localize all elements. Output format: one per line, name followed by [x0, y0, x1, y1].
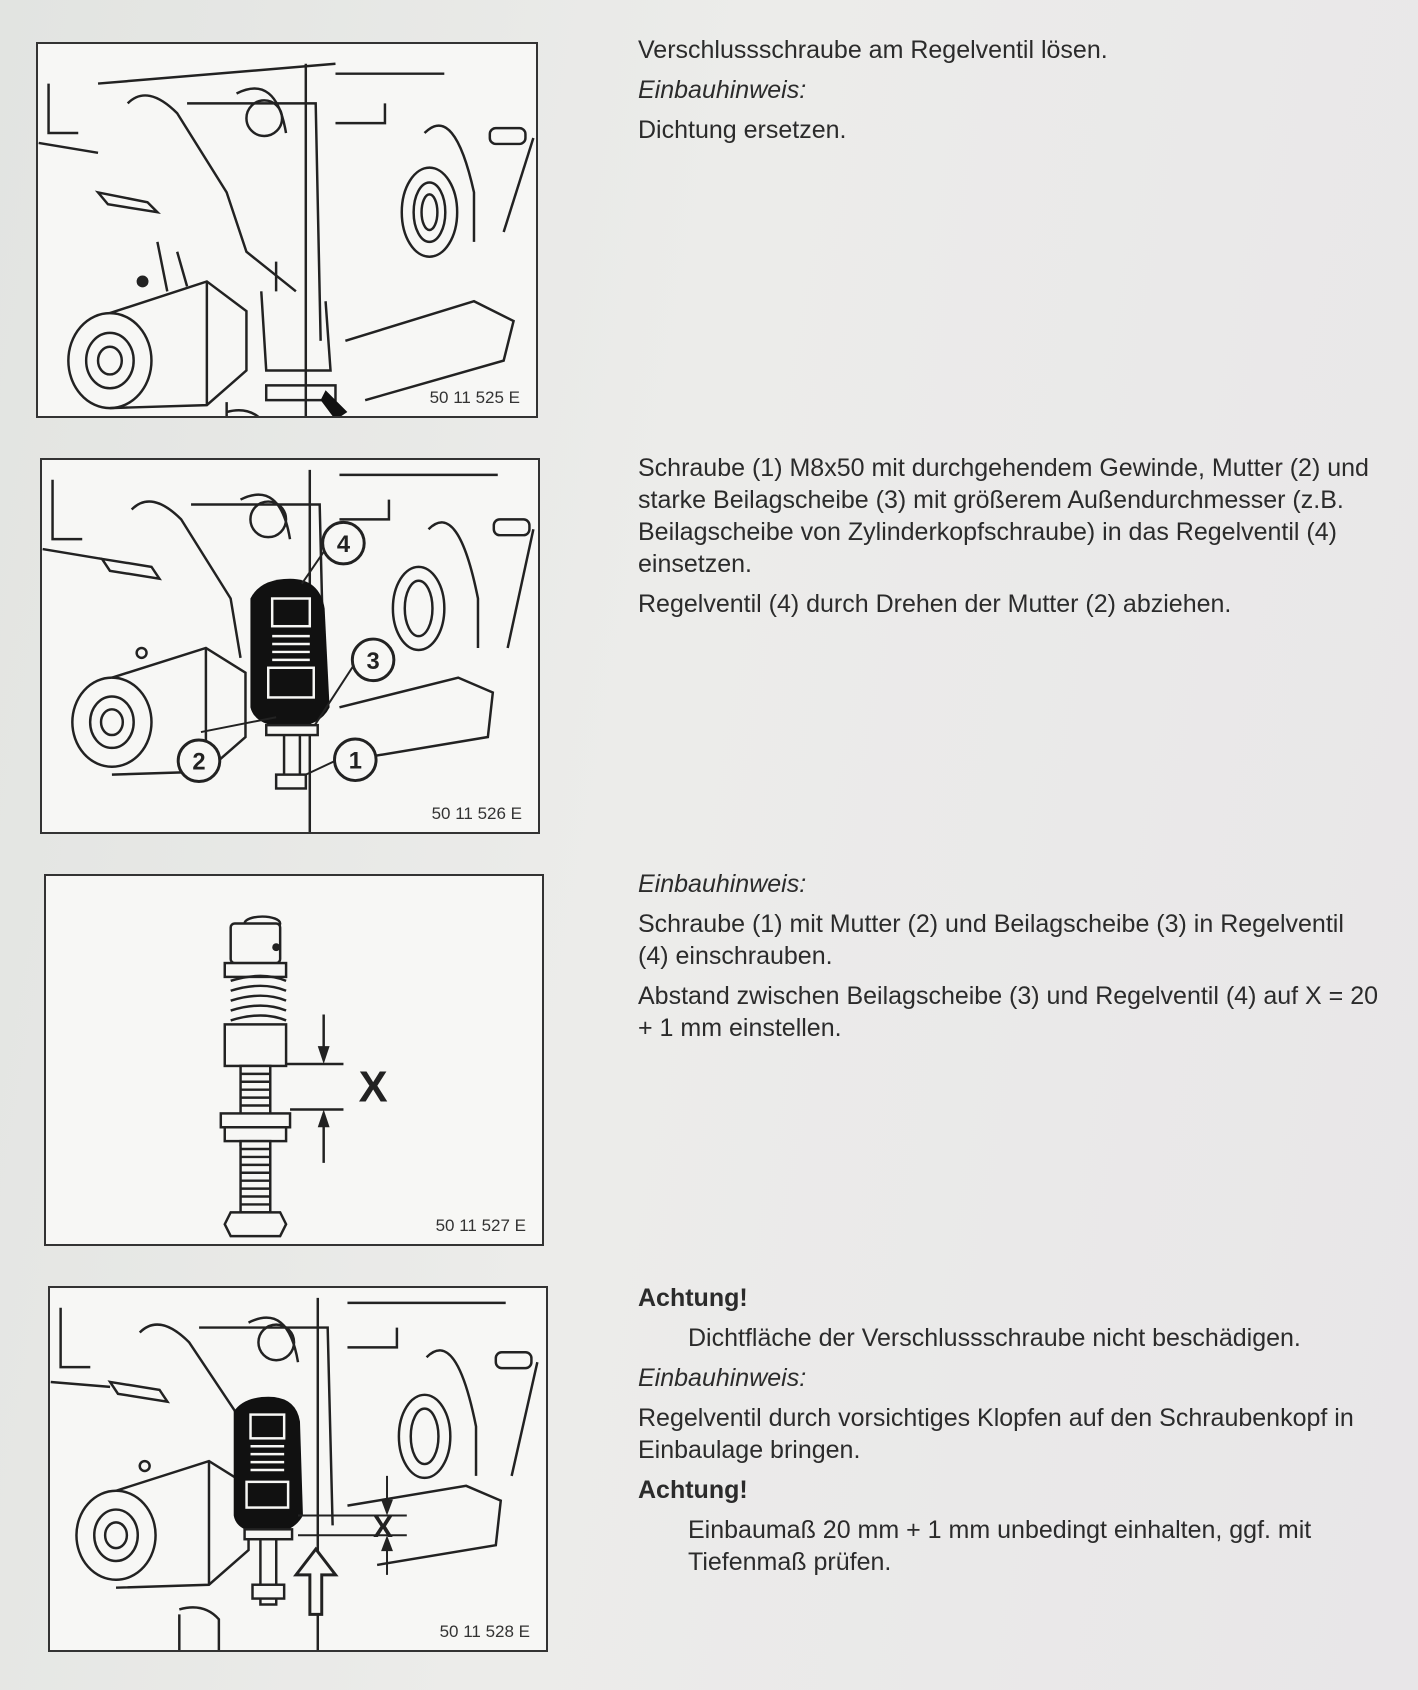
instruction-text: Verschlussschraube am Regelventil lösen.	[638, 36, 1108, 64]
section-2-text	[638, 452, 1378, 628]
valve-dimension-illustration	[46, 876, 542, 1244]
instruction-text: Regelventil durch vorsichtiges Klopfen auf den Schraubenkopf in Einbaulage bringen.	[638, 1404, 1354, 1464]
section-4-text	[638, 1282, 1378, 1586]
engine-illustration-2	[42, 460, 538, 832]
engine-illustration-3	[50, 1288, 546, 1650]
warning-text: Einbaumaß 20 mm + 1 mm unbedingt einhalten, ggf. mit Tiefenmaß prüfen.	[688, 1516, 1312, 1576]
callout-label: 2	[192, 749, 206, 776]
engine-illustration-1	[38, 44, 536, 416]
figure-50-11-527	[44, 874, 544, 1246]
instruction-text: Schraube (1) mit Mutter (2) und Beilagscheibe (3) in Regelventil (4) einschrauben.	[638, 910, 1344, 970]
figure-code: 50 11 528 E	[439, 1622, 530, 1641]
figure-code: 50 11 526 E	[431, 804, 522, 823]
section-1-text	[638, 34, 1398, 154]
figure-code: 50 11 527 E	[435, 1216, 526, 1235]
figure-50-11-528	[48, 1286, 548, 1652]
figure-50-11-525	[36, 42, 538, 418]
instruction-text: Abstand zwischen Beilagscheibe (3) und Regelventil (4) auf X = 20 + 1 mm einstellen.	[638, 982, 1379, 1042]
installation-note-heading: Einbauhinweis:	[638, 76, 807, 104]
instruction-text: Regelventil (4) durch Drehen der Mutter (2) abziehen.	[638, 590, 1232, 618]
warning-heading: Achtung!	[638, 1476, 748, 1504]
dimension-x-label: X	[373, 1511, 393, 1545]
figure-50-11-526	[40, 458, 540, 834]
callout-label: 1	[348, 748, 362, 775]
instruction-text: Schraube (1) M8x50 mit durchgehendem Gewinde, Mutter (2) und starke Beilagscheibe (3) mit größerem Außendurchmesser (z.B. Beilagscheibe von Zylinderkopfschraube) in das Regelventil (4) einsetzen.	[638, 454, 1369, 578]
callout-label: 4	[336, 532, 351, 559]
warning-text: Dichtfläche der Verschlussschraube nicht beschädigen.	[688, 1324, 1301, 1352]
figure-code: 50 11 525 E	[429, 388, 520, 407]
dimension-x-label: X	[358, 1063, 388, 1112]
installation-note-heading: Einbauhinweis:	[638, 1364, 807, 1392]
instruction-text: Dichtung ersetzen.	[638, 116, 847, 144]
installation-note-heading: Einbauhinweis:	[638, 870, 807, 898]
callout-label: 3	[366, 648, 380, 675]
section-3-text	[638, 868, 1378, 1052]
warning-heading: Achtung!	[638, 1284, 748, 1312]
